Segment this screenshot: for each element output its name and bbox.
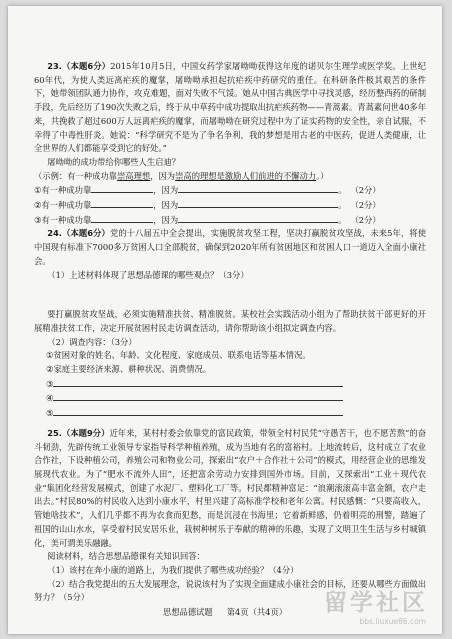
question-25 bbox=[34, 427, 426, 605]
answer-mark: ③ bbox=[34, 214, 42, 225]
q25-material: 近年来，某村村委会依靠党的富民政策，带领全村村民凭“守愚苦干，也不愿苦熬”的奋斗韧劲，先辟传统工业领导专家指导科学种植养殖，成为当地有名的富裕村。上地流转后，这村成立了农业合作社，下设种植公司，养殖公司和物业公司，探索出“农户＋合作社＋公司”的模式，用经营企业的思维发展现代农业。为了“肥水不流外人田”，还把富余劳动力安排到国外市场。目前，又探索出“工业＋现代农业”集团化经营发展模式，创建了水泥厂、塑料化工厂等。村民都精神富足：“浪潮滚滚高丰富金额，农户走出去。”村民80%的村民收入达到小康水平，村里兴建了高标准学校和老年公寓。村民感慨：“只要高收入，管她啥技术”，人们几乎都不再为衣食而犯愁，而是沉浸在书海里；它着新鲜感，仍着明亮的刑警，踏遍了祖国的山山水水，享受着村民安居乐业，栽树种树乐于奉献的精神的乐趣，实现了文明卫生生活与乡村城镇化，美可谓美乐融融。 bbox=[34, 427, 426, 548]
q23-points: （本题6分） bbox=[61, 61, 111, 71]
q24-list-item-2 bbox=[34, 363, 426, 377]
q25-points: （本题9分） bbox=[61, 427, 110, 438]
q25-paragraph bbox=[34, 427, 426, 550]
list-mark: ⑤ bbox=[46, 408, 54, 419]
answer-lead: 有一种成功靠 bbox=[41, 200, 92, 211]
q24-answer-space[interactable] bbox=[34, 282, 426, 308]
q23-score: （2分） bbox=[350, 214, 381, 225]
watermark-url: bbs.liuxue86.com bbox=[359, 617, 426, 626]
q25-instruction: 阅读材料，结合思想品德课有关知识回答： bbox=[47, 551, 205, 562]
q24-blank-line-4 bbox=[34, 391, 426, 406]
q23-example-suffix: 。） bbox=[316, 170, 329, 181]
q24-list-item-1 bbox=[34, 349, 426, 363]
answer-mid: ，因为 bbox=[153, 200, 179, 211]
q24-subquestion-1: （1）上述材料体现了思想品德课的哪些观点？（3分） bbox=[47, 269, 249, 280]
list-mark: ④ bbox=[46, 393, 54, 404]
q23-example-mid: ，因为 bbox=[150, 170, 176, 181]
q23-material: 2015年10月5日，中国女药学家屠呦呦获得这年度的诺贝尔生理学或医学奖。上世纪60年代，为使人类远离疟疾的魔掌，屠呦呦承担起抗疟疾中药研究的重任。在科研条件极其艰苦的条件下，她带领团队通力协作，攻克难题，面对失败不气馁。她从中国古典医学中寻找灵感，经历整西药的研制手段，先后经历了190次失败之后，终于从中草药中成功提取出抗疟疾药物——青蒿素。青蒿素问世40多年来，共挽救了超过600万人远离疟疾的魔掌，而屠呦呦在研究过程中为了证实药物的安全性，亲自试服，不幸得了中毒性肝炎。她说：“科学研究不是为了争名争利，我的梦想是用古老的中医药，促进人类健康，让全世界的人们都能享受到它的好处。” bbox=[34, 61, 426, 154]
q25-subquestion-2: （2）结合我党提出的五大发展理念，说说该村为了实现全面建成小康社会的目标，还要从哪些方面做出努力？（5分） bbox=[34, 578, 426, 603]
footer-page-number: 第4页（共4页） bbox=[226, 607, 288, 617]
answer-mark: ② bbox=[34, 200, 42, 211]
q23-example bbox=[34, 170, 426, 184]
list-text: 家庭主要经济来源、耕种状况、消费情况。 bbox=[53, 364, 212, 375]
q23-number: 23. bbox=[47, 61, 62, 71]
list-text: 贫困对象的姓名、年龄、文化程度、家庭成员、联系电话等基本情况。 bbox=[53, 350, 311, 361]
q23-example-fill-2: 崇高的理想是激励人们前进的不懈动力 bbox=[175, 170, 317, 181]
q25-subquestion-1: （1）该村在奔小康的道路上，为我们提供了哪些成功经验？（4分） bbox=[47, 564, 299, 575]
answer-blank[interactable] bbox=[53, 406, 343, 416]
answer-end: 。 bbox=[338, 200, 347, 211]
q23-paragraph bbox=[34, 60, 426, 156]
q24-material: 党的十八届五中全会提出，实施脱贫攻坚工程，坚决打赢脱贫攻坚战，未来5年，将使中国现有标准下7000多万贫困人口全部脱贫，确保到2020年所有贫困地区和贫困人口一道迈入全面小康社会。 bbox=[34, 228, 426, 266]
answer-blank[interactable] bbox=[178, 183, 338, 193]
answer-end: 。 bbox=[338, 185, 347, 196]
q24-paragraph bbox=[34, 227, 426, 268]
site-watermark bbox=[312, 584, 432, 626]
q24-blank-line-3 bbox=[34, 377, 426, 392]
q23-score: （2分） bbox=[350, 200, 381, 211]
list-mark: ③ bbox=[46, 378, 54, 389]
answer-blank[interactable] bbox=[91, 213, 153, 223]
q24-number: 24. bbox=[47, 228, 62, 239]
answer-blank[interactable] bbox=[178, 213, 338, 223]
question-23 bbox=[34, 60, 426, 227]
footer-subject: 思想品德试题 bbox=[162, 607, 213, 617]
list-mark: ② bbox=[46, 364, 54, 375]
q23-example-fill-1: 崇高理想 bbox=[116, 170, 151, 181]
q23-example-prefix: （示例：有一种成功靠 bbox=[34, 170, 117, 181]
exam-page bbox=[8, 6, 442, 634]
answer-lead: 有一种成功靠 bbox=[41, 185, 92, 196]
q23-answer-line-1 bbox=[34, 183, 426, 198]
answer-blank[interactable] bbox=[178, 198, 338, 208]
answer-blank[interactable] bbox=[91, 198, 153, 208]
page-content bbox=[34, 60, 426, 605]
list-mark: ① bbox=[46, 350, 54, 361]
question-24 bbox=[34, 227, 426, 420]
answer-mark: ① bbox=[34, 185, 42, 196]
answer-blank[interactable] bbox=[53, 377, 343, 387]
watermark-title: 留学社区 bbox=[324, 590, 428, 616]
answer-blank[interactable] bbox=[91, 183, 153, 193]
q24-blank-line-5 bbox=[34, 406, 426, 421]
answer-lead: 有一种成功靠 bbox=[41, 214, 92, 225]
q25-number: 25. bbox=[47, 427, 62, 438]
q23-score: （2分） bbox=[350, 185, 381, 196]
answer-blank[interactable] bbox=[53, 391, 343, 401]
q23-prompt: 屠呦呦的成功带给你哪些人生启迪？ bbox=[47, 156, 181, 167]
q23-answer-line-3 bbox=[34, 213, 426, 228]
q24-activity-material: 要打赢脱贫攻坚战，必须实施精准扶贫、精准脱贫。某校社会实践活动小组为了帮助扶贫干部更好的开展精准扶贫工作，决定开展贫困村民走访调查活动，请你帮助该小组拟定调查内容。 bbox=[34, 309, 426, 333]
q24-subquestion-2: （2）调查内容：（3分） bbox=[47, 336, 137, 347]
q23-answer-line-2 bbox=[34, 198, 426, 213]
answer-mid: ，因为 bbox=[153, 214, 179, 225]
answer-end: 。 bbox=[338, 214, 347, 225]
q24-points: （本题6分） bbox=[61, 228, 110, 239]
answer-mid: ，因为 bbox=[153, 185, 179, 196]
